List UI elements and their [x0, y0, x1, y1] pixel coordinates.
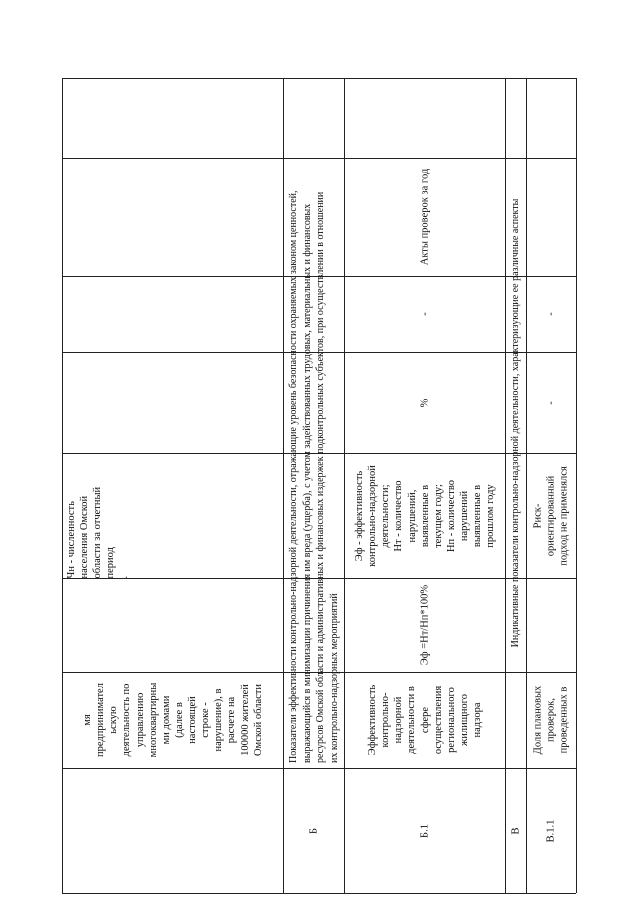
- row-v11-unit: -: [545, 400, 557, 405]
- top-row-description: Чн - численность населения Омской области за отчетный период .: [65, 486, 130, 578]
- row-v11-name-cell: [526, 672, 576, 768]
- row-b-heading-cell: [283, 78, 344, 768]
- row-v-number-cell: [505, 768, 526, 893]
- row-b1-source-cell: [344, 158, 505, 276]
- row-v11-description-cell: [526, 453, 576, 578]
- row-v-number: В: [509, 826, 521, 835]
- row-b-number-cell: [283, 768, 344, 893]
- top-row-description-cell: [62, 453, 283, 578]
- top-row-indicator-name: мя предпринимател ьскую деятельность по управлению многоквартирны ми домами (далее в настоящей строке - нарушение), в расчете на 100000 жителей Омской области: [81, 682, 264, 758]
- row-v11-number-cell: [526, 768, 576, 893]
- row-v11-description: Риск- ориентированный подход не применялся: [532, 465, 570, 566]
- row-b1-description: Эф - эффективность контрольно-надзорной деятельности; Нт - количество нарушений, выявленные в текущем году; Нп - количество нарушений выявленные в прошлом году: [353, 464, 496, 567]
- row-b1-formula: Эф =Нт/Нп*100%: [418, 584, 430, 666]
- row-b1-description-cell: [344, 453, 505, 578]
- row-v-heading: Индикативные показатели контрольно-надзорной деятельности, характеризующие ее различные аспекты: [509, 198, 521, 648]
- row-v-heading-cell: [505, 78, 526, 768]
- top-row-indicator-name-cell: [62, 672, 283, 768]
- row-v11-number: В.1.1: [545, 819, 557, 842]
- row-b1-name: Эффективность контрольно- надзорной деятельности в сфере осуществления регионального жилищного надзора: [366, 684, 483, 756]
- table-border-right: [576, 78, 577, 893]
- row-b1-target: -: [418, 312, 430, 316]
- row-v11-unit-cell: [526, 352, 576, 453]
- row-b1-name-cell: [344, 672, 505, 768]
- table-border-bottom: [62, 893, 576, 894]
- row-b-number: Б: [307, 827, 319, 834]
- row-v11-target: -: [545, 312, 557, 316]
- row-v11-name: Доля плановых проверок, проведенных в: [532, 685, 570, 755]
- row-b1-formula-cell: [344, 578, 505, 672]
- row-b1-unit: %: [418, 398, 430, 407]
- row-b1-number: Б.1: [418, 823, 430, 838]
- row-b1-number-cell: [344, 768, 505, 893]
- row-b-heading: Показатели эффективности контрольно-надзорной деятельности, отражающие уровень безопасности охраняемых законом ценностей, выражающийся в минимизации причинения им вреда (ущерба), с учетом задействованных трудовых, материальных и финансовых ресурсов Омской области и административных и финансовых издержек подконтрольных субъектов, при осуществлении в отношении их контрольно-надзорных мероприятий: [287, 190, 339, 763]
- row-b1-target-cell: [344, 276, 505, 352]
- row-b1-source: Акты проверок за год: [418, 168, 430, 266]
- row-b1-unit-cell: [344, 352, 505, 453]
- row-v11-target-cell: [526, 276, 576, 352]
